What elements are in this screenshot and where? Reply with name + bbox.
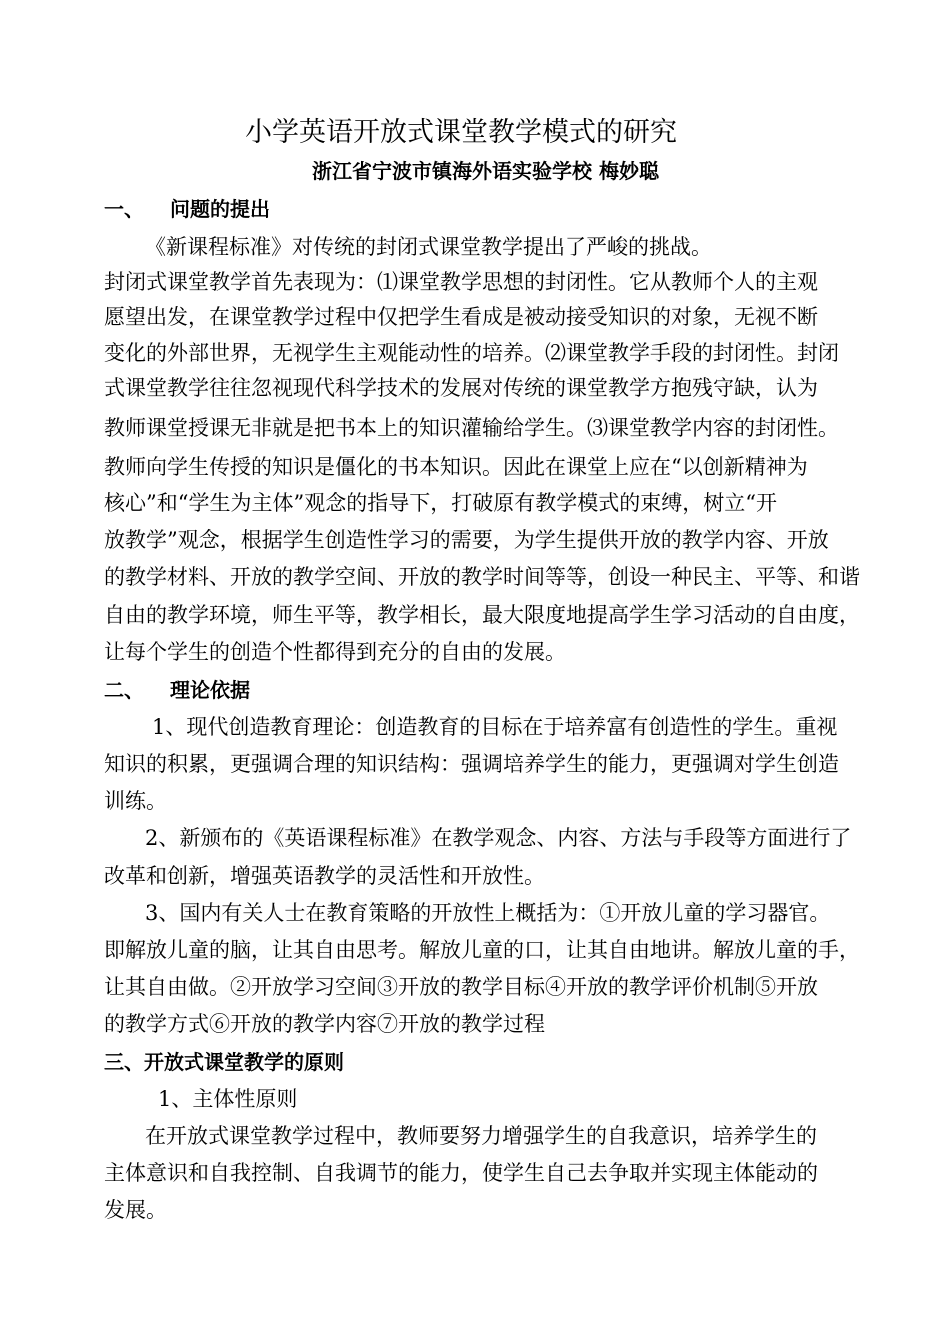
- paragraph-line: 愿望出发，在课堂教学过程中仅把学生看成是被动接受知识的对象，无视不断: [104, 305, 818, 329]
- paragraph-line: 核心”和“学生为主体”观念的指导下，打破原有教学模式的束缚，树立“开: [104, 491, 777, 515]
- paragraph-line: 的教学方式⑥开放的教学内容⑦开放的教学过程: [104, 1012, 545, 1036]
- paragraph-line: 发展。: [104, 1198, 167, 1222]
- paragraph-line: 知识的积累，更强调合理的知识结构：强调培养学生的能力，更强调对学生创造: [104, 752, 839, 776]
- section-heading: [104, 194, 270, 224]
- paragraph-line: 改革和创新，增强英语教学的灵活性和开放性。: [104, 864, 545, 888]
- paragraph-line: 教师向学生传授的知识是僵化的书本知识。因此在课堂上应在“以创新精神为: [104, 455, 808, 479]
- section-title: 理论依据: [170, 678, 250, 702]
- paragraph-line: 让其自由做。②开放学习空间③开放的教学目标④开放的教学评价机制⑤开放: [104, 975, 818, 999]
- paragraph-line: 1、现代创造教育理论：创造教育的目标在于培养富有创造性的学生。重视: [152, 715, 838, 739]
- paragraph-line: 放教学”观念，根据学生创造性学习的需要，为学生提供开放的教学内容、开放: [104, 528, 829, 552]
- paragraph-line: 3、国内有关人士在教育策略的开放性上概括为：①开放儿童的学习器官。: [145, 901, 831, 925]
- paragraph-line: 让每个学生的创造个性都得到充分的自由的发展。: [104, 640, 566, 664]
- section-title: 问题的提出: [170, 197, 270, 221]
- paragraph-line: 自由的教学环境，师生平等，教学相长，最大限度地提高学生学习活动的自由度，: [104, 603, 860, 627]
- paragraph-line: 的教学材料、开放的教学空间、开放的教学时间等等，创设一种民主、平等、和谐: [104, 565, 860, 589]
- section-heading: 三、开放式课堂教学的原则: [104, 1050, 344, 1074]
- section-heading: [104, 675, 250, 705]
- author-line: 浙江省宁波市镇海外语实验学校 梅妙聪: [312, 159, 659, 183]
- paragraph-line: 2、新颁布的《英语课程标准》在教学观念、内容、方法与手段等方面进行了: [145, 826, 852, 850]
- paragraph-line: 在开放式课堂教学过程中，教师要努力增强学生的自我意识，培养学生的: [145, 1124, 817, 1148]
- paragraph-line: 教师课堂授课无非就是把书本上的知识灌输给学生。⑶课堂教学内容的封闭性。: [104, 416, 839, 440]
- section-number: 一、: [104, 197, 144, 221]
- paragraph-line: 主体意识和自我控制、自我调节的能力，使学生自己去争取并实现主体能动的: [104, 1161, 818, 1185]
- paragraph-line: 封闭式课堂教学首先表现为：⑴课堂教学思想的封闭性。它从教师个人的主观: [104, 270, 818, 294]
- paragraph-line: 式课堂教学往往忽视现代科学技术的发展对传统的课堂教学方抱残守缺，认为: [104, 376, 818, 400]
- subsection-title: 1、主体性原则: [158, 1087, 298, 1111]
- section-number: 二、: [104, 678, 144, 702]
- paragraph-line: 训练。: [104, 789, 167, 813]
- paragraph-line: 《新课程标准》对传统的封闭式课堂教学提出了严峻的挑战。: [145, 235, 712, 259]
- paragraph-line: 即解放儿童的脑，让其自由思考。解放儿童的口，让其自由地讲。解放儿童的手，: [104, 938, 860, 962]
- document-title: 小学英语开放式课堂教学模式的研究: [245, 117, 677, 148]
- paragraph-line: 变化的外部世界，无视学生主观能动性的培养。⑵课堂教学手段的封闭性。封闭: [104, 341, 839, 365]
